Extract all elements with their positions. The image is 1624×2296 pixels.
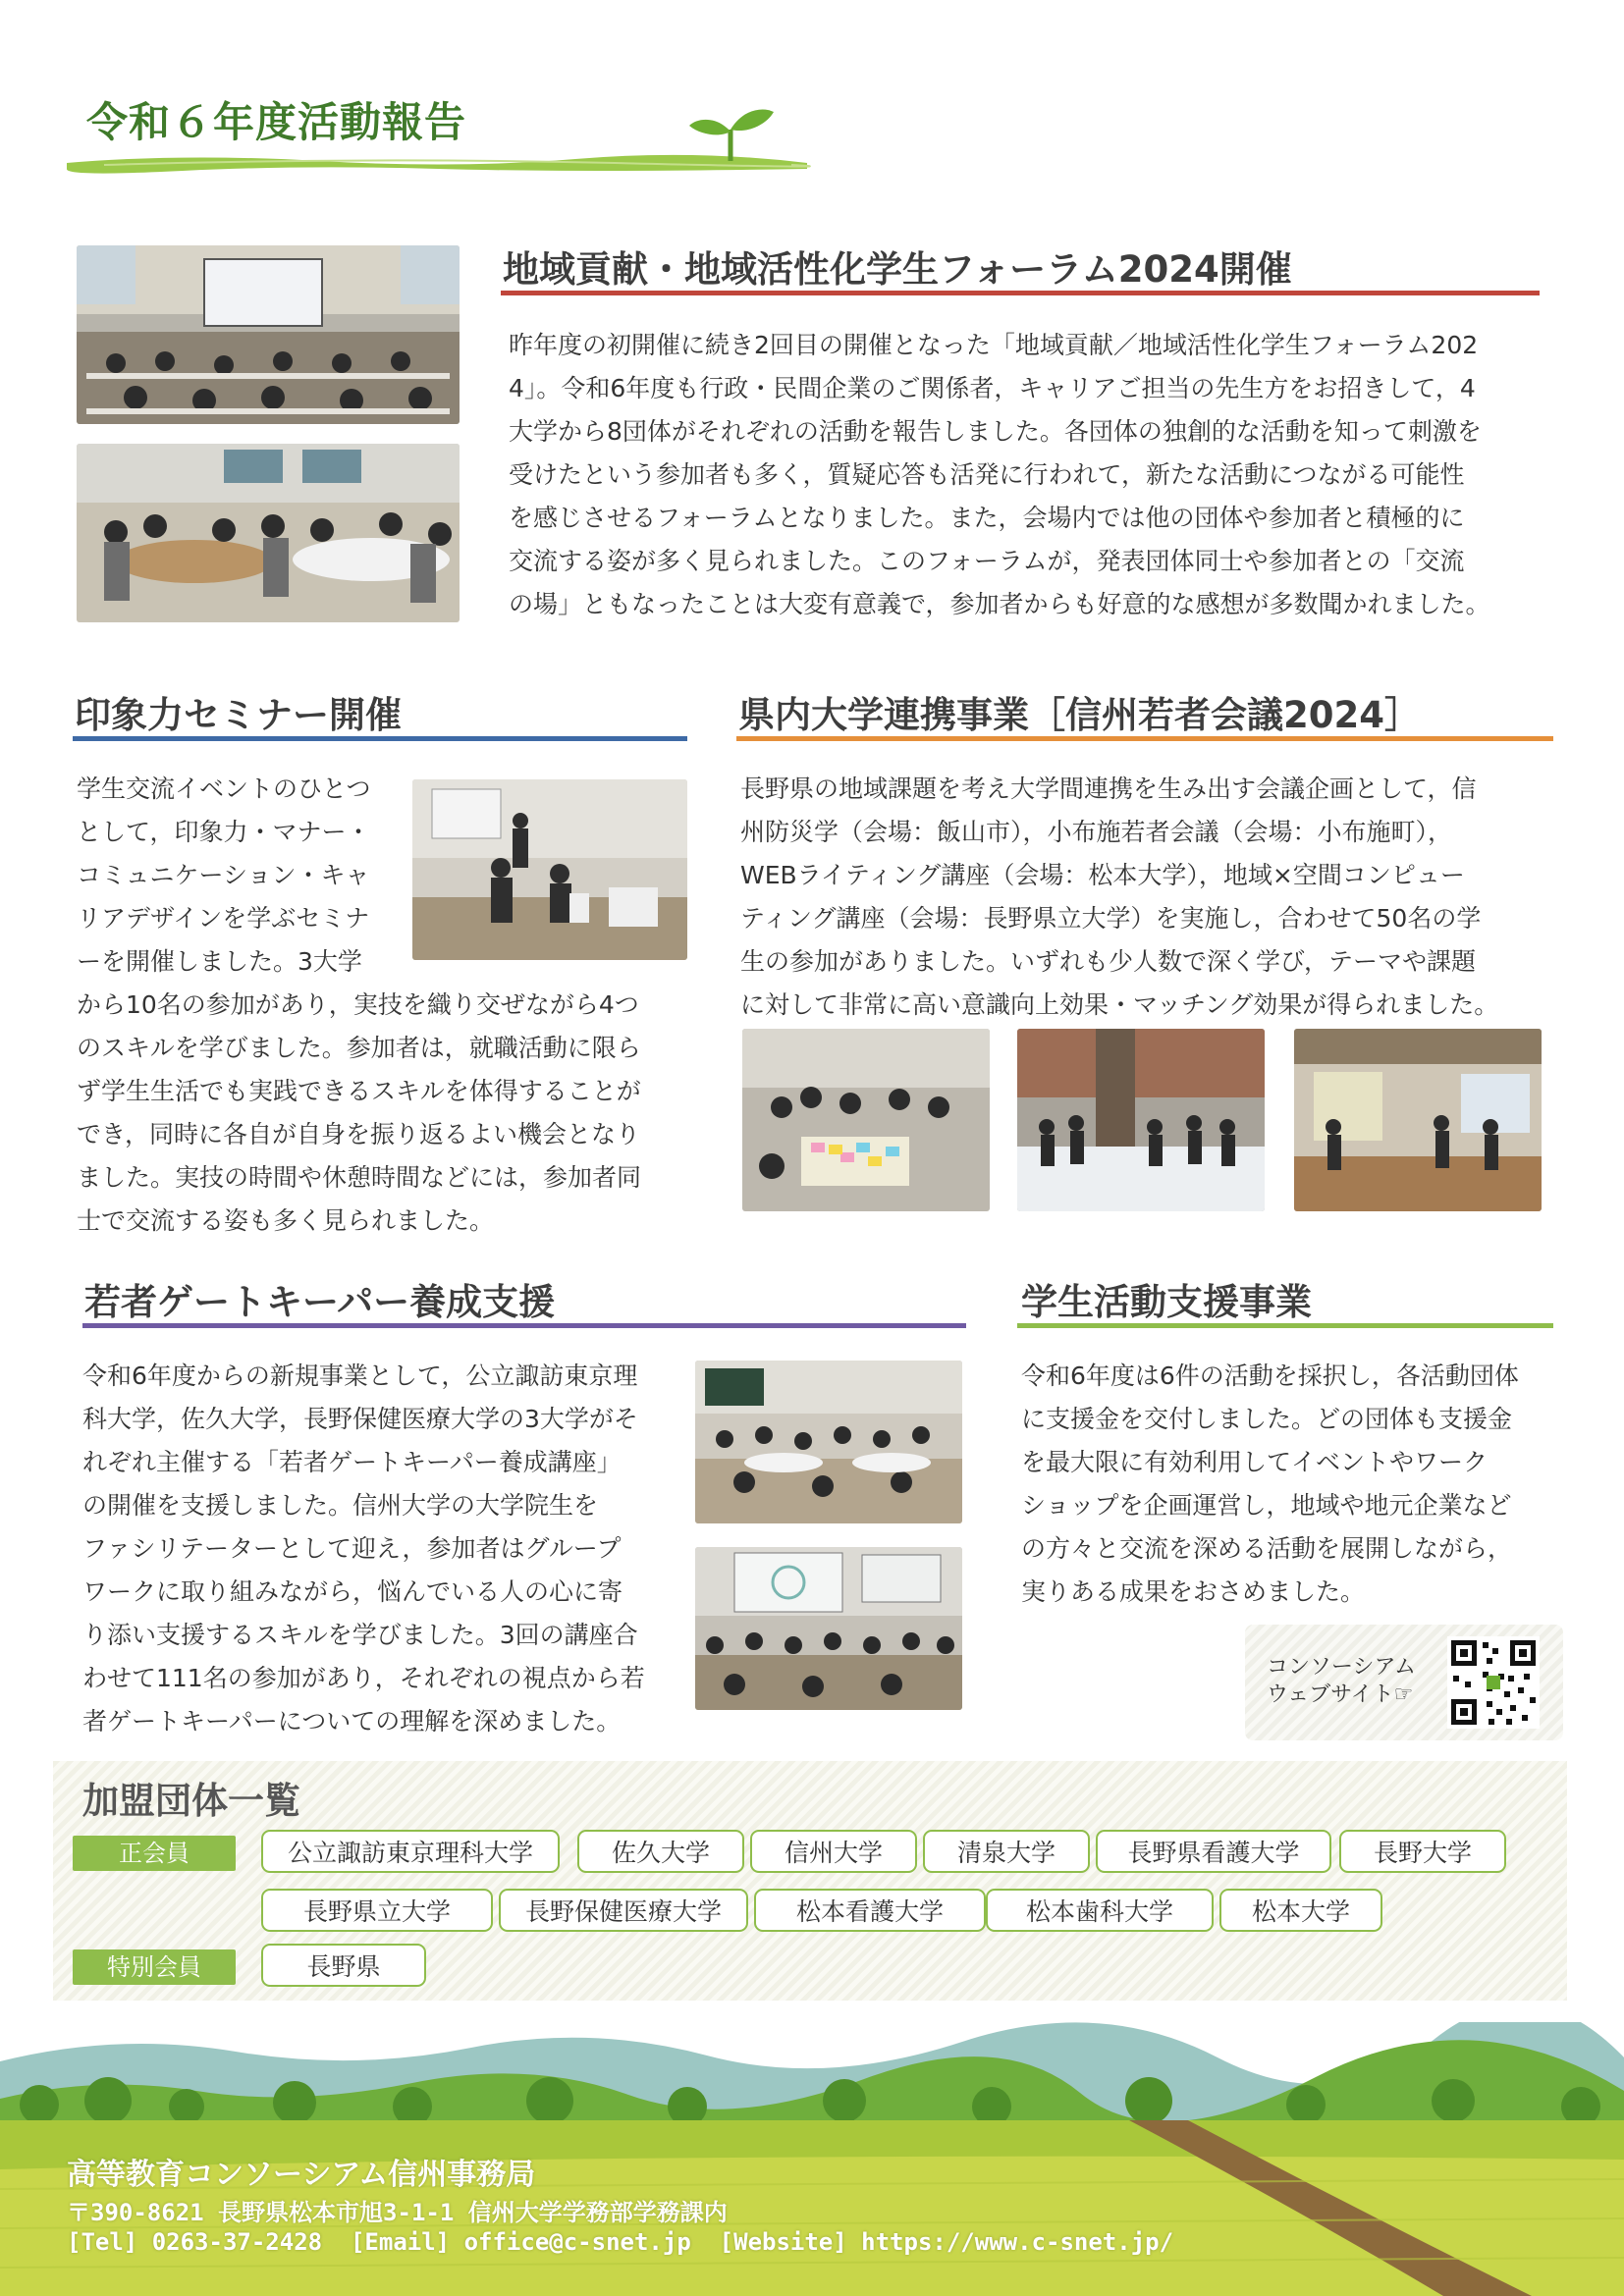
gatekeeper-line: 者ゲートキーパーについての理解を深めました。 <box>82 1707 622 1735</box>
member-item: 長野大学 <box>1339 1830 1506 1873</box>
footer-address: 〒390-8621 長野県松本市旭3-1-1 信州大学学務部学務課内 <box>67 2199 728 2226</box>
forum-line: 昨年度の初開催に続き2回目の開催となった「地域貢献／地域活性化学生フォーラム202 <box>509 331 1479 359</box>
support-line: を最大限に有効利用してイベントやワーク <box>1021 1448 1489 1476</box>
gatekeeper-line: 令和6年度からの新規事業として，公立諏訪東京理 <box>82 1362 638 1390</box>
seminar-line: リアデザインを学ぶセミナ <box>77 904 370 933</box>
support-line: に支援金を交付しました。どの団体も支援金 <box>1021 1405 1513 1433</box>
support-body <box>1021 1355 1571 1614</box>
renkei-line: に対して非常に高い意識向上効果・マッチング効果が得られました。 <box>740 990 1499 1019</box>
member-item: 信州大学 <box>750 1830 917 1873</box>
renkei-title-rule <box>736 736 1553 741</box>
seminar-line: 士で交流する姿も多く見られました。 <box>77 1206 495 1235</box>
footer-org: 高等教育コンソーシアム信州事務局 <box>67 2158 536 2192</box>
support-title-rule <box>1017 1323 1553 1328</box>
renkei-body <box>740 768 1575 1027</box>
member-item: 長野県 <box>261 1944 426 1987</box>
member-item: 長野保健医療大学 <box>499 1889 748 1932</box>
gatekeeper-line: ファシリテーターとして迎え，参加者はグループ <box>82 1534 622 1563</box>
seminar-line: のスキルを学びました。参加者は，就職活動に限ら <box>77 1034 641 1062</box>
page-title: 令和６年度活動報告 <box>86 98 467 146</box>
seminar-line: でき，同時に各自が自身を振り返るよい機会となり <box>77 1120 641 1148</box>
seminar-body-short <box>77 768 410 984</box>
member-item: 清泉大学 <box>923 1830 1090 1873</box>
forum-line: 4」。令和6年度も行政・民間企業のご関係者，キャリアご担当の先生方をお招きして，4 <box>509 374 1476 402</box>
footer-contact[interactable]: [Tel] 0263-37-2428 [Email] office@c-snet.jp [Website] https://www.c-snet.jp/ <box>67 2228 1174 2256</box>
member-item: 松本大学 <box>1219 1889 1382 1932</box>
forum-body <box>509 324 1569 626</box>
member-item: 公立諏訪東京理科大学 <box>261 1830 560 1873</box>
seminar-line: から10名の参加があり，実技を織り交ぜながら4つ <box>77 990 639 1019</box>
members-title: 加盟団体一覧 <box>82 1780 300 1822</box>
renkei-title: 県内大学連携事業［信州若者会議2024］ <box>738 694 1421 736</box>
gatekeeper-photo-lecture <box>695 1547 962 1710</box>
forum-line: の場」ともなったことは大変有意義で，参加者からも好意的な感想が多数聞かれました。 <box>509 590 1490 618</box>
seminar-title: 印象力セミナー開催 <box>75 694 402 736</box>
regular-member-label: 正会員 <box>73 1836 236 1871</box>
qr-code-icon[interactable] <box>1447 1636 1540 1729</box>
seminar-title-rule <box>73 736 687 741</box>
forum-line: を感じさせるフォーラムとなりました。また，会場内では他の団体や参加者と積極的に <box>509 504 1465 532</box>
seminar-line: コミュニケーション・キャ <box>77 861 370 889</box>
forum-photo-discussion <box>77 444 460 622</box>
support-line: 令和6年度は6件の活動を採択し，各活動団体 <box>1021 1362 1519 1390</box>
renkei-photo-gallery <box>1294 1029 1542 1211</box>
member-item: 長野県立大学 <box>261 1889 493 1932</box>
qr-caption-line: コンソーシアム <box>1267 1655 1417 1680</box>
renkei-line: ティング講座（会場：長野県立大学）を実施し，合わせて50名の学 <box>740 904 1482 933</box>
gatekeeper-line: わせて111名の参加があり，それぞれの視点から若 <box>82 1664 645 1692</box>
support-line: ショップを企画運営し，地域や地元企業など <box>1021 1491 1512 1520</box>
gatekeeper-body <box>82 1355 691 1743</box>
gatekeeper-line: の開催を支援しました。信州大学の大学院生を <box>82 1491 599 1520</box>
seminar-body <box>77 984 705 1243</box>
forum-photo-lecture <box>77 245 460 424</box>
gatekeeper-photo-groupwork <box>695 1361 962 1523</box>
gatekeeper-line: れぞれ主催する「若者ゲートキーパー養成講座」 <box>82 1448 622 1476</box>
seminar-line: ず学生生活でも実践できるスキルを体得することが <box>77 1077 641 1105</box>
renkei-photo-workshop <box>742 1029 990 1211</box>
support-line: の方々と交流を深める活動を展開しながら， <box>1021 1534 1513 1563</box>
member-item: 佐久大学 <box>577 1830 744 1873</box>
sprout-icon <box>687 96 776 165</box>
renkei-photo-snow <box>1017 1029 1265 1211</box>
special-member-label: 特別会員 <box>73 1949 236 1985</box>
seminar-line: として，印象力・マナー・ <box>77 818 371 846</box>
renkei-line: WEBライティング講座（会場：松本大学），地域×空間コンピュー <box>740 861 1465 889</box>
qr-caption <box>1267 1654 1416 1709</box>
support-title: 学生活動支援事業 <box>1021 1281 1312 1323</box>
renkei-line: 州防災学（会場：飯山市），小布施若者会議（会場：小布施町）， <box>740 818 1453 846</box>
seminar-line: ーを開催しました。3大学 <box>77 947 362 976</box>
seminar-line: ました。実技の時間や休憩時間などには，参加者同 <box>77 1163 642 1192</box>
gatekeeper-line: 科大学，佐久大学，長野保健医療大学の3大学がそ <box>82 1405 638 1433</box>
qr-caption-line: ウェブサイト☞ <box>1267 1682 1414 1707</box>
forum-line: 交流する姿が多く見られました。このフォーラムが，発表団体同士や参加者との「交流 <box>509 547 1465 575</box>
member-item: 松本歯科大学 <box>986 1889 1214 1932</box>
gatekeeper-title-rule <box>82 1323 966 1328</box>
member-item: 長野県看護大学 <box>1096 1830 1331 1873</box>
seminar-line: 学生交流イベントのひとつ <box>77 774 371 803</box>
forum-title-rule <box>501 291 1540 295</box>
renkei-line: 生の参加がありました。いずれも少人数で深く学び，テーマや課題 <box>740 947 1477 976</box>
forum-title: 地域貢献・地域活性化学生フォーラム2024開催 <box>503 248 1292 291</box>
website-qr-panel[interactable] <box>1245 1625 1563 1740</box>
seminar-photo <box>412 779 687 960</box>
gatekeeper-title: 若者ゲートキーパー養成支援 <box>84 1281 556 1323</box>
gatekeeper-line: ワークに取り組みながら，悩んでいる人の心に寄 <box>82 1577 623 1606</box>
support-line: 実りある成果をおさめました。 <box>1021 1577 1366 1606</box>
renkei-line: 長野県の地域課題を考え大学間連携を生み出す会議企画として，信 <box>740 774 1477 803</box>
gatekeeper-line: り添い支援するスキルを学びました。3回の講座合 <box>82 1621 638 1649</box>
forum-line: 受けたという参加者も多く，質疑応答も活発に行われて，新たな活動につながる可能性 <box>509 460 1465 489</box>
member-item: 松本看護大学 <box>754 1889 986 1932</box>
forum-line: 大学から8団体がそれぞれの活動を報告しました。各団体の独創的な活動を知って刺激を <box>509 417 1482 446</box>
